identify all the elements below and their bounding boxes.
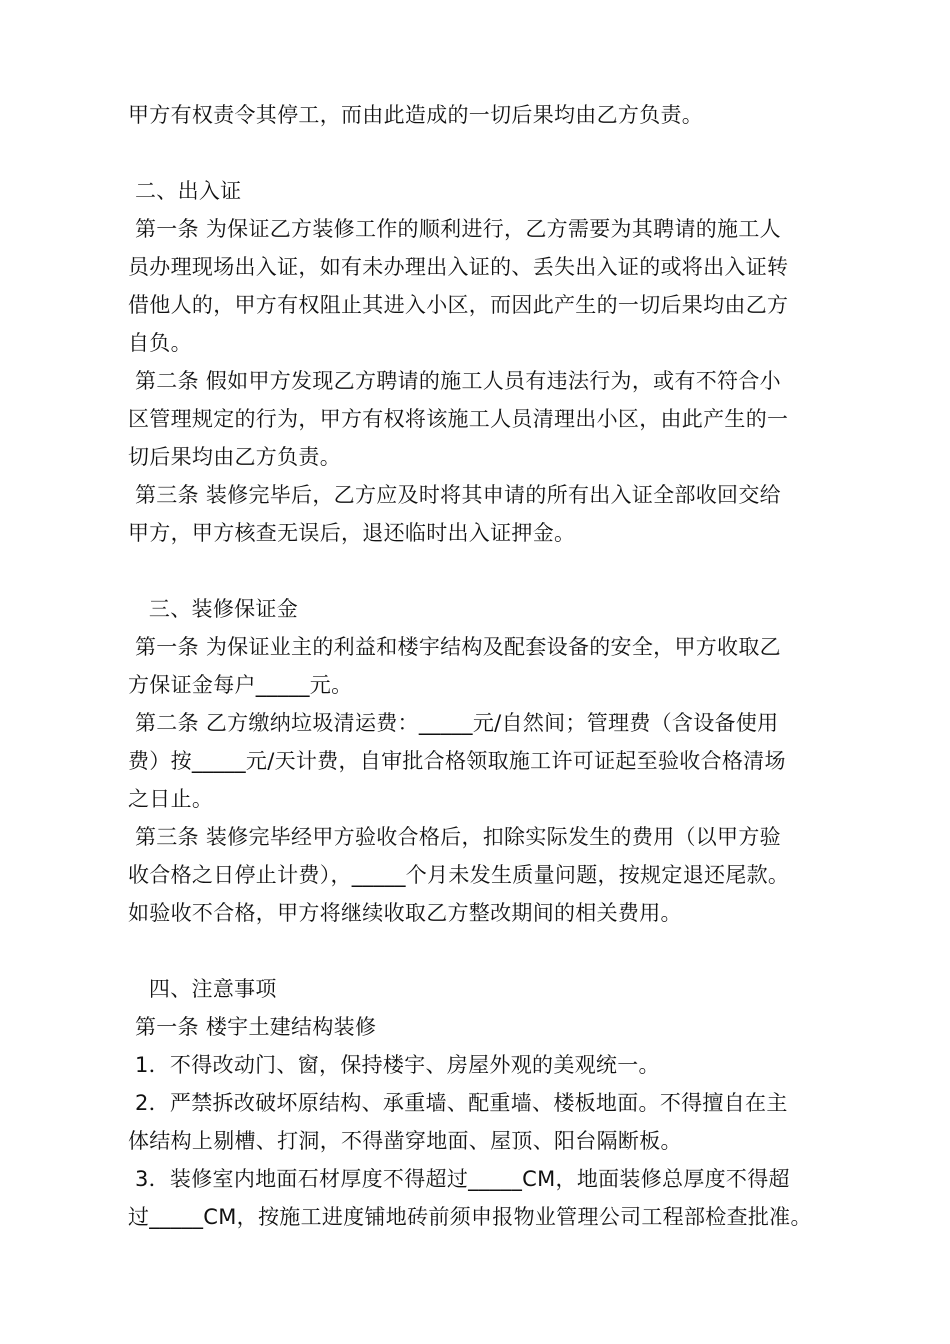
spacer xyxy=(128,932,824,970)
paragraph-line: 自负。 xyxy=(128,331,192,355)
paragraph-line: 1．不得改动门、窗，保持楼宇、房屋外观的美观统一。 xyxy=(128,1053,660,1077)
paragraph-line: 方保证金每户_____元。 xyxy=(128,673,353,697)
paragraph-line: 2．严禁拆改破坏原结构、承重墙、配重墙、楼板地面。不得擅自在主 xyxy=(128,1091,788,1115)
paragraph-line: 过_____CM，按施工进度铺地砖前须申报物业管理公司工程部检查批准。 xyxy=(128,1205,812,1229)
paragraph-line: 收合格之日停止计费），_____个月未发生质量问题，按规定退还尾款。 xyxy=(128,863,790,887)
paragraph-line: 借他人的，甲方有权阻止其进入小区，而因此产生的一切后果均由乙方 xyxy=(128,293,789,317)
paragraph-line: 第三条 装修完毕经甲方验收合格后，扣除实际发生的费用（以甲方验 xyxy=(128,825,781,849)
paragraph-line: 费）按_____元/天计费，自审批合格领取施工许可证起至验收合格清场 xyxy=(128,749,786,773)
section-heading: 四、注意事项 xyxy=(128,977,277,1001)
spacer xyxy=(128,134,824,172)
paragraph-line: 第三条 装修完毕后，乙方应及时将其申请的所有出入证全部收回交给 xyxy=(128,483,781,507)
paragraph-line: 区管理规定的行为，甲方有权将该施工人员清理出小区，由此产生的一 xyxy=(128,407,789,431)
paragraph-line: 切后果均由乙方负责。 xyxy=(128,445,341,469)
spacer xyxy=(128,552,824,590)
paragraph-line: 甲方有权责令其停工，而由此造成的一切后果均由乙方负责。 xyxy=(128,103,704,127)
section-heading: 三、装修保证金 xyxy=(128,597,299,621)
document-page xyxy=(128,96,824,1236)
paragraph-line: 3．装修室内地面石材厚度不得超过_____CM，地面装修总厚度不得超 xyxy=(128,1167,790,1191)
paragraph-line: 之日止。 xyxy=(128,787,214,811)
paragraph-line: 第一条 为保证业主的利益和楼宇结构及配套设备的安全，甲方收取乙 xyxy=(128,635,781,659)
paragraph-line: 第一条 楼宇土建结构装修 xyxy=(128,1015,377,1039)
paragraph-line: 体结构上剔槽、打洞，不得凿穿地面、屋顶、阳台隔断板。 xyxy=(128,1129,682,1153)
paragraph-line: 第二条 假如甲方发现乙方聘请的施工人员有违法行为，或有不符合小 xyxy=(128,369,781,393)
paragraph-line: 甲方，甲方核查无误后，退还临时出入证押金。 xyxy=(128,521,576,545)
paragraph-line: 员办理现场出入证，如有未办理出入证的、丢失出入证的或将出入证转 xyxy=(128,255,789,279)
paragraph-line: 第二条 乙方缴纳垃圾清运费：_____元/自然间；管理费（含设备使用 xyxy=(128,711,779,735)
paragraph-line: 如验收不合格，甲方将继续收取乙方整改期间的相关费用。 xyxy=(128,901,682,925)
section-heading: 二、出入证 xyxy=(128,179,242,203)
paragraph-line: 第一条 为保证乙方装修工作的顺利进行，乙方需要为其聘请的施工人 xyxy=(128,217,781,241)
